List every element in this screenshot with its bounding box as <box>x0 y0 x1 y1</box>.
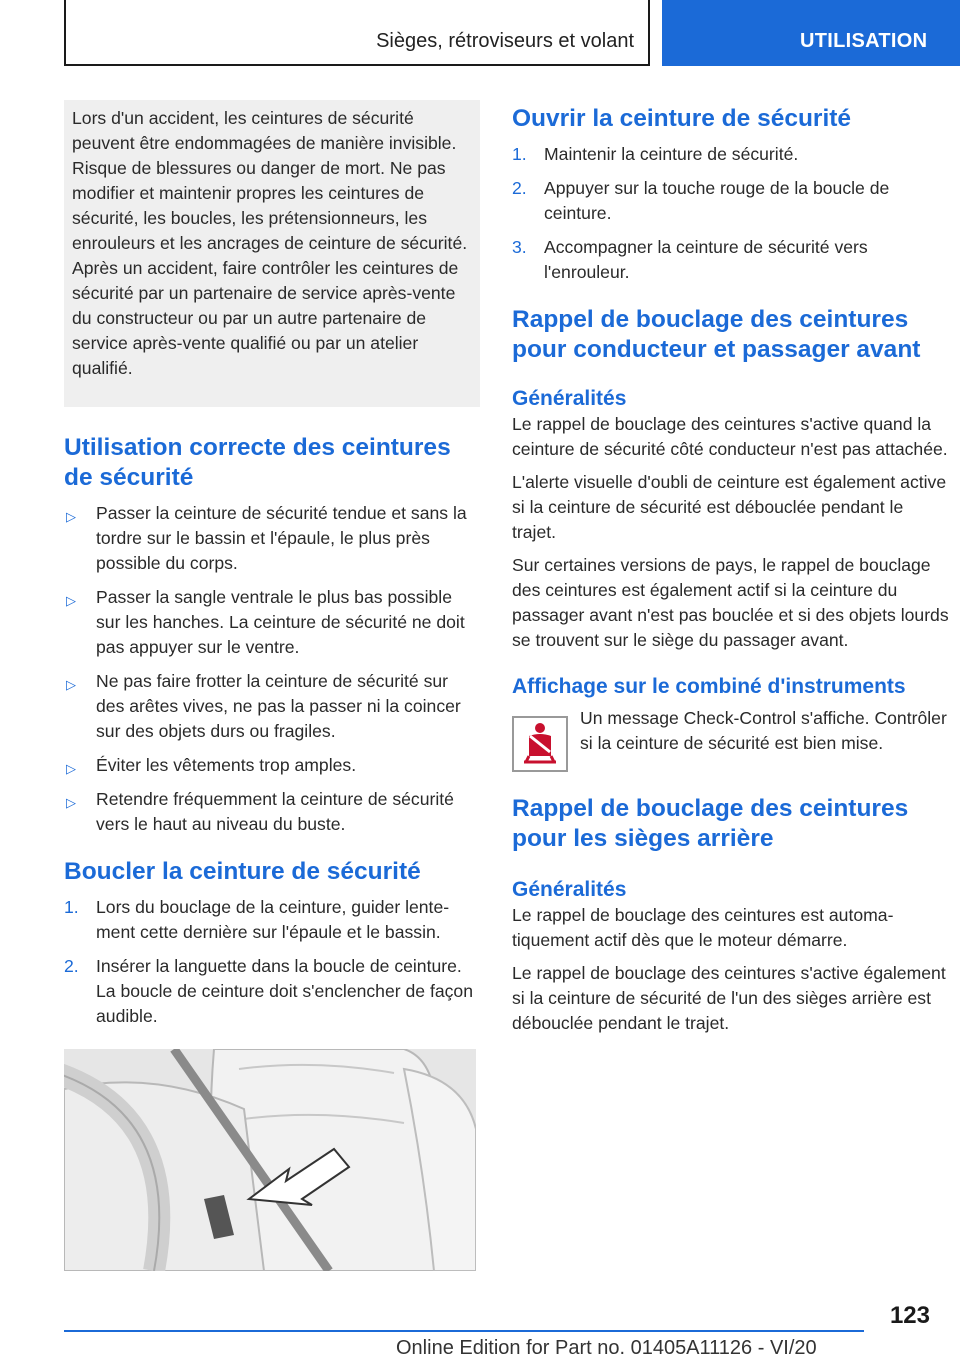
list-item: ▷ Retendre fréquemment la ceinture de sécurité vers le haut au niveau du buste. <box>66 789 454 834</box>
triangle-bullet-icon: ▷ <box>66 593 76 608</box>
page-header <box>0 0 960 66</box>
footer-rule <box>64 1330 864 1332</box>
rear-reminder-heading: Rappel de bouclage des ceintures pour les sièges arrière <box>512 795 909 852</box>
list-item: 1. Lors du bouclage de la ceinture, guider lentement cette dernière sur l'épaule et le bassin. <box>64 897 450 942</box>
chapter-tab-label: UTILISATION <box>800 30 928 52</box>
triangle-bullet-icon: ▷ <box>66 509 76 524</box>
rear-paragraph: Le rappel de bouclage des ceintures s'active également si la ceinture de sécurité de l'un des sièges arrière est débouclée pendant le trajet. <box>512 963 946 1033</box>
chapter-tab <box>662 0 960 66</box>
seatbelt-illustration <box>64 1049 476 1271</box>
header-left-rule <box>64 0 66 66</box>
right-column <box>512 100 952 1036</box>
triangle-bullet-icon: ▷ <box>66 795 76 810</box>
display-text: Un message Check-Control s'affiche. Contrôler si la ceinture de sécurité est bien mise. <box>580 708 947 753</box>
seatbelt-warning-icon <box>512 716 568 772</box>
correct-use-list <box>64 501 480 837</box>
front-reminder-heading: Rappel de bouclage des ceintures pour conducteur et passager avant <box>512 306 921 363</box>
list-item: ▷ Passer la sangle ventrale le plus bas possible sur les hanches. La ceinture de sécurité ne doit pas appuyer sur le ventre. <box>66 587 465 657</box>
display-info <box>512 706 952 772</box>
header-separator <box>648 0 650 66</box>
left-column <box>64 100 480 1271</box>
buckle-steps <box>64 895 480 1029</box>
list-item: ▷ Ne pas faire frotter la ceinture de sécurité sur des arêtes vives, ne pas la passer ni la coincer sur des objets durs ou fragiles. <box>66 671 461 741</box>
list-item: ▷ Éviter les vêtements trop amples. <box>64 753 480 778</box>
display-heading: Affichage sur le combiné d'instruments <box>512 675 906 698</box>
seat-drawing <box>64 1049 476 1271</box>
page-number: 123 <box>889 1302 930 1329</box>
section-title: Sièges, rétroviseurs et volant <box>376 30 634 52</box>
front-general-heading: Généralités <box>512 387 627 410</box>
front-paragraph: Sur certaines versions de pays, le rappel de bouclage des ceintures est également actif si la ceinture du passager avant n'est pas bouclée et si des objets lourds se trouvent sur le siège du passager avant. <box>512 555 949 650</box>
triangle-bullet-icon: ▷ <box>66 761 76 776</box>
list-item: 3. Accompagner la ceinture de sécurité vers l'enrouleur. <box>512 237 868 282</box>
triangle-bullet-icon: ▷ <box>66 677 76 692</box>
front-paragraph: L'alerte visuelle d'oubli de ceinture est également active si la ceinture de sécurité est débouclée pendant le trajet. <box>512 472 947 542</box>
warning-text: Lors d'un accident, les ceintures de sécurité peuvent être endommagées de manière invisible. Risque de blessures ou danger de mort. Ne pas modifier et maintenir propres les ceintures de sécurité, les boucles, les prétensionneurs, les enrouleurs et les ancrages de ceinture de sécurité. Après un accident, faire contrôler les ceintures de sécurité par un partenaire de service après-vente du constructeur ou par un autre partenaire de service après-vente qualifié ou par un atelier qualifié. <box>72 108 468 378</box>
list-item: 2. Insérer la languette dans la boucle de ceinture. La boucle de ceinture doit s'enclencher de façon audible. <box>64 956 473 1026</box>
unbuckle-steps <box>512 142 952 285</box>
correct-use-heading: Utilisation correcte des ceintures de sécurité <box>64 434 451 491</box>
edition-note: Online Edition for Part no. 01405A11126 - VI/20 <box>396 1337 817 1359</box>
warning-box <box>64 100 480 407</box>
buckle-heading: Boucler la ceinture de sécurité <box>64 858 421 885</box>
front-paragraph: Le rappel de bouclage des ceintures s'active quand la ceinture de sécurité côté conducteur n'est pas attachée. <box>512 414 948 459</box>
rear-paragraph: Le rappel de bouclage des ceintures est automatiquement actif dès que le moteur démarre. <box>512 905 894 950</box>
unbuckle-heading: Ouvrir la ceinture de sécurité <box>512 105 852 132</box>
rear-general-heading: Généralités <box>512 878 627 901</box>
list-item: 1. Maintenir la ceinture de sécurité. <box>512 144 799 164</box>
list-item: 2. Appuyer sur la touche rouge de la boucle de ceinture. <box>512 178 890 223</box>
header-bottom-rule <box>64 64 650 66</box>
list-item: ▷ Passer la ceinture de sécurité tendue et sans la tordre sur le bassin et l'épaule, le plus près possible du corps. <box>66 503 467 573</box>
